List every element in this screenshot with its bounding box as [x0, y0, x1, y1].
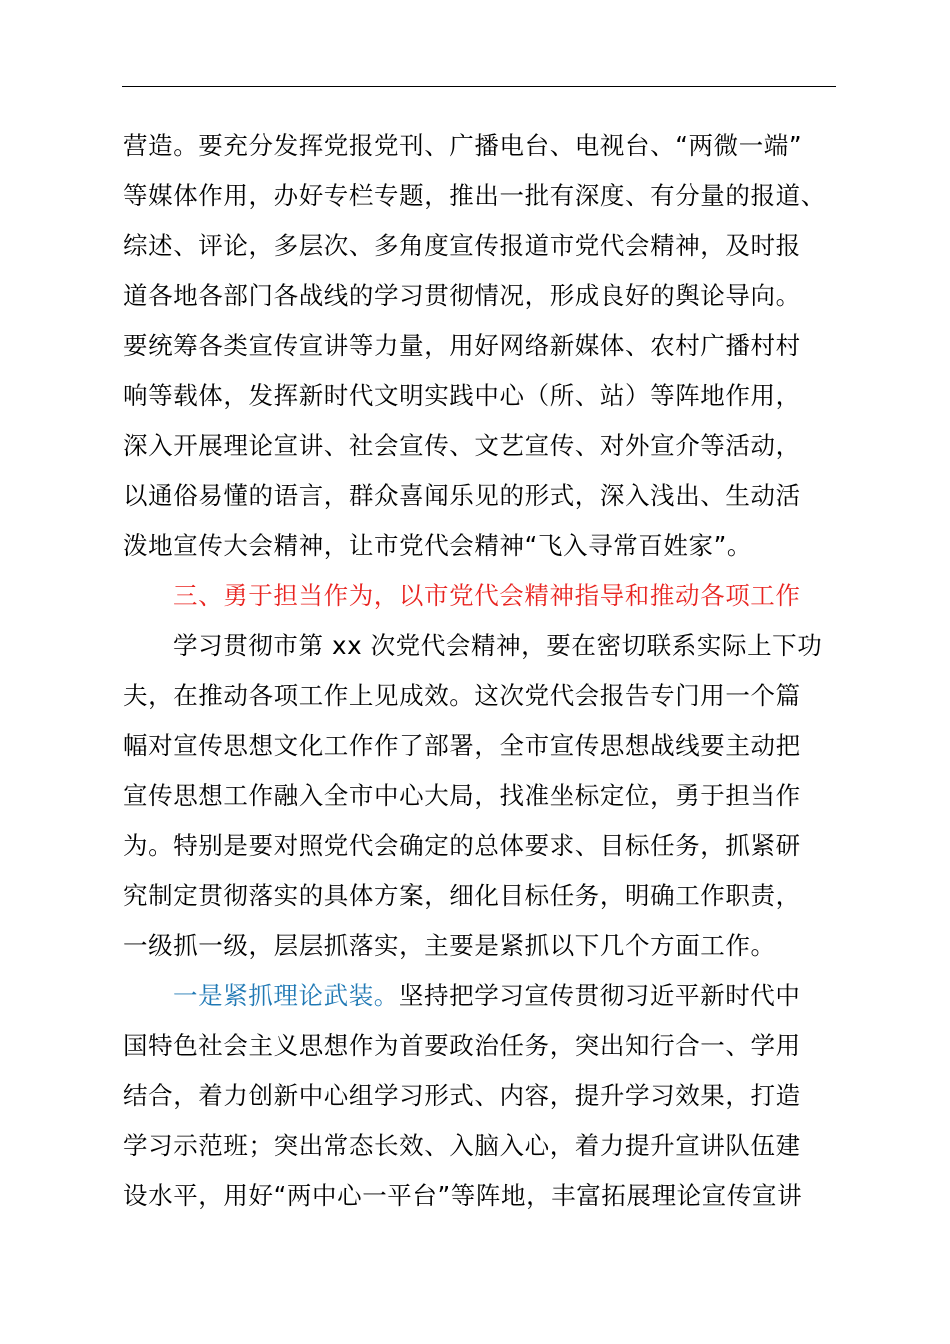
text-line: 设水平，用好“两中心一平台”等阵地，丰富拓展理论宣传宣讲 [123, 1181, 803, 1210]
text-line: 为。特别是要对照党代会确定的总体要求、目标任务，抓紧研 [123, 831, 801, 860]
text-line: 等媒体作用，办好专栏专题，推出一批有深度、有分量的报道、 [123, 181, 826, 210]
text-line: 结合，着力创新中心组学习形式、内容，提升学习效果，打造 [123, 1081, 801, 1110]
paragraph-text: 坚持把学习宣传贯彻习近平新时代中 [398, 981, 801, 1010]
text-line: 究制定贯彻落实的具体方案，细化目标任务，明确工作职责， [123, 881, 801, 910]
text-line: 泼地宣传大会精神，让市党代会精神“飞入寻常百姓家”。 [123, 531, 752, 560]
text-line: 综述、评论，多层次、多角度宣传报道市党代会精神，及时报 [123, 231, 801, 260]
text-line: 宣传思想工作融入全市中心大局，找准坐标定位，勇于担当作 [123, 781, 801, 810]
text-line: 深入开展理论宣讲、社会宣传、文艺宣传、对外宣介等活动， [123, 431, 801, 460]
subheading-line [123, 971, 839, 1021]
text-line: 道各地各部门各战线的学习贯彻情况，形成良好的舆论导向。 [123, 281, 801, 310]
text-line: 响等载体，发挥新时代文明实践中心（所、站）等阵地作用， [123, 381, 801, 410]
subheading: 一是紧抓理论武装。 [173, 981, 399, 1010]
text-line: 学习贯彻市第 xx 次党代会精神，要在密切联系实际上下功 [173, 631, 823, 660]
text-line: 以通俗易懂的语言，群众喜闻乐见的形式，深入浅出、生动活 [123, 481, 801, 510]
text-line: 要统筹各类宣传宣讲等力量，用好网络新媒体、农村广播村村 [123, 331, 801, 360]
document-body [123, 121, 839, 1221]
text-line: 国特色社会主义思想作为首要政治任务，突出知行合一、学用 [123, 1031, 801, 1060]
text-line: 幅对宣传思想文化工作作了部署，全市宣传思想战线要主动把 [123, 731, 801, 760]
text-line: 营造。要充分发挥党报党刊、广播电台、电视台、“两微一端” [123, 131, 803, 160]
text-line: 一级抓一级，层层抓落实，主要是紧抓以下几个方面工作。 [123, 931, 776, 960]
text-line: 夫，在推动各项工作上见成效。这次党代会报告专门用一个篇 [123, 681, 801, 710]
section-heading: 三、勇于担当作为，以市党代会精神指导和推动各项工作 [173, 581, 801, 610]
text-line: 学习示范班；突出常态长效、入脑入心，着力提升宣讲队伍建 [123, 1131, 801, 1160]
header-rule [122, 86, 836, 87]
